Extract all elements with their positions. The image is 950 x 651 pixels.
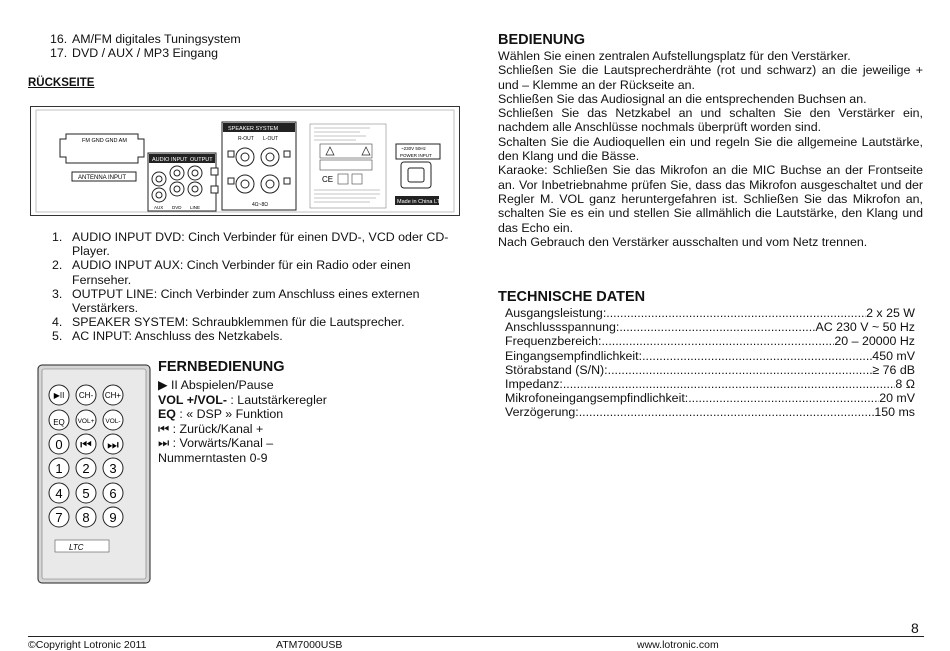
list-item: [50, 32, 241, 46]
speaker-label: SPEAKER SYSTEM: [228, 126, 279, 132]
spec-row: [505, 405, 915, 419]
vol-text: : Lautstärkeregler: [230, 392, 327, 407]
paragraph: Nach Gebrauch den Verstärker ausschalten und vom Netz trennen.: [498, 234, 868, 249]
spec-row: [505, 349, 915, 363]
rear-heading: RÜCKSEITE: [28, 77, 95, 89]
prev-text: : Zurück/Kanal +: [172, 421, 264, 436]
fernbedienung-title: FERNBEDIENUNG: [158, 359, 285, 375]
remote-button-label: CH-: [78, 391, 94, 400]
copyright: ©Copyright Lotronic 2011: [28, 639, 147, 651]
item-number: 16.: [50, 32, 68, 46]
numbers-row: Nummerntasten 0-9: [158, 450, 268, 465]
spec-row: [505, 320, 915, 334]
item-text: SPEAKER SYSTEM: Schraubklemmen für die Lautsprecher.: [72, 315, 405, 330]
website-link[interactable]: www.lotronic.com: [637, 639, 719, 651]
remote-button-label: 1: [55, 461, 63, 476]
made-in-label: Made in China LTC: [397, 199, 444, 205]
rear-connections-list: [52, 230, 452, 344]
spec-label: Anschlussspannung:: [505, 320, 620, 335]
eq-key: EQ: [158, 407, 176, 422]
rating-label: [310, 124, 386, 208]
paragraph: Schließen Sie das Netzkabel an und schalten Sie den Verstärker ein, nachdem alle Anschlüsse nochmals überprüft worden sind.: [498, 106, 923, 135]
play-pause-text: Abspielen/Pause: [180, 378, 274, 392]
spec-label: Verzögerung:: [505, 405, 579, 420]
spec-row: [505, 334, 915, 348]
remote-button-label: 9: [109, 510, 117, 525]
page-number: 8: [911, 620, 919, 636]
spec-label: Störabstand (S/N):: [505, 362, 608, 377]
list-item: [52, 230, 452, 258]
item-number: 5.: [52, 329, 63, 344]
vol-key: VOL +/VOL-: [158, 392, 227, 407]
spec-value: 150 ms: [874, 405, 915, 420]
paragraph: Wählen Sie einen zentralen Aufstellungsplatz für den Verstärker.: [498, 49, 851, 63]
feature-list: [50, 32, 241, 60]
output-label: OUTPUT: [190, 157, 213, 163]
rear-panel-diagram: [30, 106, 460, 218]
aux-label: AUX: [154, 205, 164, 210]
remote-button-label: 8: [82, 510, 90, 525]
item-text: AUDIO INPUT AUX: Cinch Verbinder für ein Radio oder einen Fernseher.: [72, 258, 411, 287]
spec-label: Frequenzbereich:: [505, 334, 602, 349]
audio-io-block: [148, 153, 218, 211]
bedienung-title: BEDIENUNG: [498, 32, 586, 48]
tech-specs-table: [505, 306, 915, 420]
item-text: AUDIO INPUT DVD: Cinch Verbinder für einen DVD-, VCD oder CD-Player.: [72, 230, 449, 259]
paragraph: Karaoke: Schließen Sie das Mikrofon an die MIC Buchse an der Frontseite an. Vor Inbetriebnahme prüfen Sie, dass das Mikrofon ausgeschaltet und der Regler M. VOL ganz heruntergefahren ist. Schließen Sie das Mikrofon an, schalten Sie es ein und stellen Sie allmählich die Lautstärke, den Klang und das Echo ein.: [498, 163, 923, 235]
spec-row: [505, 306, 915, 320]
item-text: DVD / AUX / MP3 Eingang: [72, 46, 219, 61]
remote-button-label: ⏮: [80, 437, 92, 452]
audio-input-label: AUDIO INPUT: [152, 157, 188, 163]
item-number: 1.: [52, 230, 63, 244]
paragraph: Schließen Sie das Audiosignal an die entsprechenden Buchsen an.: [498, 91, 867, 106]
l-out-label: L-OUT: [263, 136, 278, 142]
r-out-label: R-OUT: [238, 136, 254, 142]
remote-button-label: 5: [82, 486, 90, 501]
remote-button-label: EQ: [53, 418, 65, 427]
remote-button-label: 7: [55, 510, 63, 525]
next-text: : Vorwärts/Kanal –: [172, 436, 274, 451]
play-pause-icon: ▶ II: [158, 378, 178, 392]
spec-label: Mikrofoneingangsempfindlichkeit:: [505, 391, 689, 406]
spec-row: [505, 377, 915, 391]
remote-button-label: 4: [55, 486, 63, 501]
list-item: [52, 315, 452, 329]
spec-value: 450 mV: [872, 348, 915, 363]
remote-button-label: VOL+: [77, 418, 95, 425]
item-text: AC INPUT: Anschluss des Netzkabels.: [72, 329, 283, 344]
vol-row: [158, 393, 358, 408]
spec-label: Ausgangsleistung:: [505, 306, 607, 320]
spec-value: 20 – 20000 Hz: [834, 334, 915, 349]
remote-button-label: ⏭: [107, 437, 119, 452]
dvd-label: DVD: [172, 205, 182, 210]
item-number: 4.: [52, 315, 63, 330]
footer-divider: [28, 636, 924, 637]
list-item: [52, 258, 452, 286]
fm-label: FM GND GND AM: [82, 138, 127, 144]
svg-text:CE: CE: [322, 175, 334, 184]
antenna-block: [60, 134, 144, 181]
item-number: 17.: [50, 46, 68, 61]
eq-row: [158, 407, 358, 422]
paragraph: Schließen Sie die Lautsprecherdrähte (rot und schwarz) an die jeweilige + und – Klemme an der Rückseite an.: [498, 63, 923, 92]
line-label: LINE: [190, 205, 201, 210]
remote-button-label: CH+: [104, 391, 122, 400]
speaker-block: [222, 122, 296, 210]
item-number: 3.: [52, 286, 63, 301]
item-text: OUTPUT LINE: Cinch Verbinder zum Anschluss eines externen Verstärkers.: [72, 286, 420, 316]
remote-button-label: 3: [109, 461, 117, 476]
power-input-label: POWER INPUT: [400, 153, 432, 158]
prev-icon: ⏮: [158, 421, 170, 436]
list-item: [52, 329, 452, 343]
spec-label: Eingangsempfindlichkeit:: [505, 348, 643, 363]
antenna-label: ANTENNA INPUT: [78, 175, 127, 181]
list-item: [52, 287, 452, 315]
next-icon: ⏭: [158, 436, 170, 451]
spec-value: 20 mV: [879, 391, 915, 406]
spec-value: 8 Ω: [895, 377, 915, 392]
remote-control-illustration: [37, 364, 151, 584]
spec-value: AC 230 V ~ 50 Hz: [815, 320, 915, 335]
list-item: [50, 46, 241, 60]
ohm-label: 4Ω~8Ω: [252, 202, 268, 208]
spec-value: 2 x 25 W: [866, 306, 915, 320]
remote-button-label: 6: [109, 486, 117, 501]
play-pause-row: [158, 378, 358, 393]
spec-label: Impedanz:: [505, 377, 563, 392]
remote-button-label: 0: [55, 437, 63, 452]
eq-text: : « DSP » Funktion: [179, 407, 284, 422]
remote-button-label: VOL-: [105, 418, 121, 425]
spec-row: [505, 391, 915, 405]
item-text: AM/FM digitales Tuningsystem: [72, 32, 241, 46]
remote-button-label: 2: [82, 461, 90, 476]
spec-value: ≥ 76 dB: [872, 362, 915, 377]
next-row: [158, 436, 358, 451]
item-number: 2.: [52, 258, 63, 273]
paragraph: Schalten Sie die Audioquellen ein und regeln Sie die allgemeine Lautstärke, den Klang und die Bässe.: [498, 134, 923, 164]
bedienung-text: [498, 49, 923, 249]
spec-row: [505, 363, 915, 377]
tech-title: TECHNISCHE DATEN: [498, 289, 646, 305]
remote-button-label: ▶II: [53, 391, 65, 400]
remote-logo: LTC: [69, 543, 84, 552]
remote-functions: [158, 378, 358, 466]
model-number: ATM7000USB: [276, 639, 343, 651]
prev-row: [158, 422, 358, 437]
power-label: ~230V 50Hz: [401, 146, 426, 151]
